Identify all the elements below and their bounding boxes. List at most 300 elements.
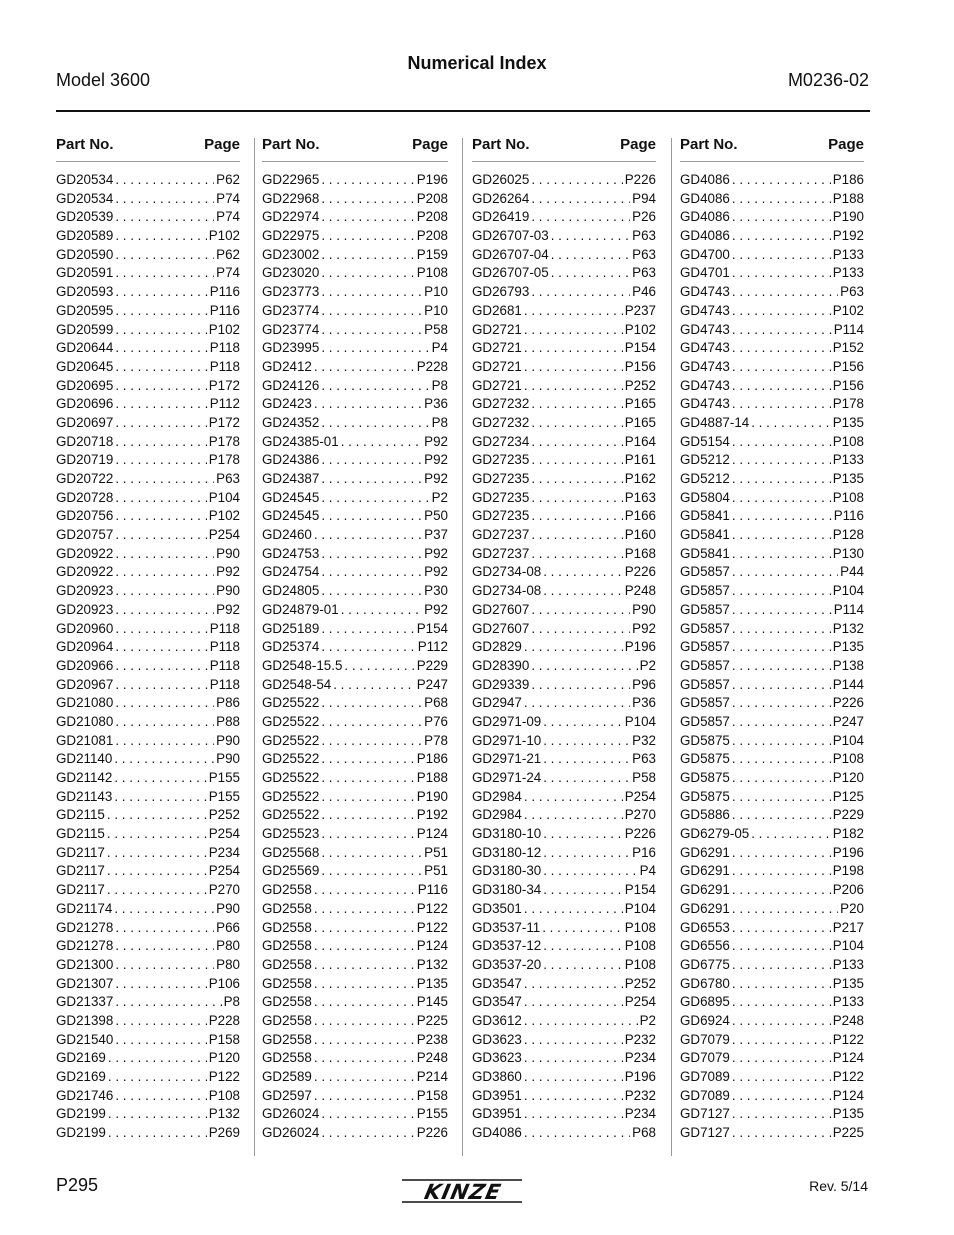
page-reference: P90 <box>216 583 240 599</box>
part-number: GD6924 <box>680 1012 730 1028</box>
dot-leader <box>531 191 630 206</box>
dot-leader <box>732 658 831 673</box>
dot-leader <box>732 508 832 523</box>
index-entry <box>680 546 864 565</box>
dot-leader <box>524 789 623 804</box>
dot-leader <box>531 527 622 542</box>
index-entry <box>262 639 448 658</box>
index-entry <box>262 340 448 359</box>
page-reference: P248 <box>624 583 656 599</box>
dot-leader <box>115 658 207 673</box>
index-entry <box>262 938 448 957</box>
part-number: GD27237 <box>472 527 530 543</box>
dot-leader <box>732 452 831 467</box>
part-number: GD2971-10 <box>472 732 542 748</box>
page-reference: P108 <box>624 956 656 972</box>
page-reference: P92 <box>216 601 240 617</box>
page-reference: P172 <box>208 414 240 430</box>
index-entry <box>262 957 448 976</box>
index-entry <box>56 1125 240 1144</box>
page-reference: P78 <box>424 732 448 748</box>
index-entry <box>680 452 864 471</box>
header-rule <box>56 110 870 112</box>
dot-leader <box>531 434 622 449</box>
dot-leader <box>321 265 414 280</box>
part-number: GD3623 <box>472 1031 522 1047</box>
index-entry <box>680 789 864 808</box>
index-entry <box>472 863 656 882</box>
page-reference: P135 <box>832 414 864 430</box>
page-reference: P229 <box>416 657 448 673</box>
page-reference: P238 <box>416 1031 448 1047</box>
part-number: GD2721 <box>472 340 522 356</box>
page-reference: P92 <box>424 471 448 486</box>
part-number: GD6775 <box>680 956 730 972</box>
part-number: GD20696 <box>56 396 114 412</box>
dot-leader <box>732 247 831 262</box>
dot-leader <box>732 751 831 766</box>
dot-leader <box>732 434 831 449</box>
part-number: GD2115 <box>56 807 105 823</box>
index-entry <box>680 1050 864 1069</box>
dot-leader <box>524 807 623 822</box>
page-reference: P237 <box>624 302 656 318</box>
index-entry <box>56 639 240 658</box>
index-entry <box>262 751 448 770</box>
index-entry <box>472 621 656 640</box>
page-reference: P208 <box>416 190 448 206</box>
part-number: GD2548-54 <box>262 676 332 692</box>
index-entry <box>262 1069 448 1088</box>
index-entry <box>262 378 448 397</box>
part-number: GD26707-03 <box>472 228 549 244</box>
dot-leader <box>115 340 207 355</box>
index-entry <box>56 1032 240 1051</box>
page-reference: P104 <box>208 489 240 505</box>
index-entry <box>472 359 656 378</box>
page-reference: P102 <box>208 228 240 244</box>
part-number: GD24352 <box>262 414 320 430</box>
part-number: GD2558 <box>262 1031 312 1047</box>
part-number: GD5875 <box>680 732 730 748</box>
index-entry <box>680 322 864 341</box>
index-entry <box>472 1088 656 1107</box>
index-entry <box>262 527 448 546</box>
page-reference: P74 <box>216 265 240 281</box>
page-reference: P118 <box>209 620 240 636</box>
index-entry <box>56 490 240 509</box>
page-reference: P186 <box>832 172 864 187</box>
page-reference: P124 <box>416 826 448 842</box>
dot-leader <box>314 938 415 953</box>
part-number: GD20966 <box>56 657 114 673</box>
index-column-4 <box>680 136 864 1144</box>
dot-leader <box>531 471 622 486</box>
page-reference: P116 <box>417 882 448 898</box>
dot-leader <box>732 920 831 935</box>
page-reference: P155 <box>208 770 240 785</box>
page-reference: P152 <box>832 340 864 356</box>
index-entry <box>472 938 656 957</box>
page-reference: P108 <box>832 433 864 449</box>
dot-leader <box>321 247 414 262</box>
page-reference: P122 <box>416 900 448 916</box>
page-reference: P161 <box>624 452 656 468</box>
dot-leader <box>114 901 214 916</box>
index-entry <box>680 770 864 789</box>
index-entry <box>262 546 448 565</box>
index-entry <box>680 714 864 733</box>
index-entry <box>680 920 864 939</box>
dot-leader <box>321 770 414 785</box>
page-reference: P108 <box>832 751 864 767</box>
index-entry <box>262 714 448 733</box>
page-reference: P118 <box>209 340 240 356</box>
part-number: GD21080 <box>56 695 114 711</box>
page-reference: P58 <box>632 770 656 785</box>
dot-leader <box>314 1069 415 1084</box>
page-reference: P74 <box>216 209 240 225</box>
part-number: GD21337 <box>56 994 114 1010</box>
index-entry <box>472 994 656 1013</box>
dot-leader <box>751 415 830 430</box>
dot-leader <box>314 920 415 935</box>
dot-leader <box>551 228 630 243</box>
part-number: GD4743 <box>680 377 730 393</box>
index-entry <box>56 228 240 247</box>
index-entry <box>262 1106 448 1125</box>
dot-leader <box>321 452 422 467</box>
part-number: GD27235 <box>472 452 530 468</box>
index-entry <box>262 677 448 696</box>
index-entry <box>680 396 864 415</box>
index-entry <box>472 677 656 696</box>
page-reference: P248 <box>416 1050 448 1066</box>
page-reference: P154 <box>416 620 448 636</box>
index-entry <box>56 695 240 714</box>
dot-leader <box>732 789 831 804</box>
index-entry <box>680 1069 864 1088</box>
column-header <box>472 136 656 162</box>
index-entry <box>56 1050 240 1069</box>
page-reference: P116 <box>209 302 240 318</box>
part-number: GD26024 <box>262 1125 320 1141</box>
page-reference: P76 <box>424 713 448 729</box>
column-header <box>56 136 240 162</box>
dot-leader <box>732 583 831 598</box>
index-entry <box>56 508 240 527</box>
part-no-header: Part No. <box>262 136 320 153</box>
dot-leader <box>314 976 415 991</box>
index-entry <box>56 677 240 696</box>
index-entry <box>472 508 656 527</box>
index-entry <box>472 957 656 976</box>
page-reference: P44 <box>840 564 864 580</box>
part-number: GD20595 <box>56 302 114 318</box>
page-reference: P188 <box>832 190 864 206</box>
index-entry <box>262 1050 448 1069</box>
page-reference: P20 <box>840 900 864 916</box>
index-entry <box>56 1013 240 1032</box>
part-number: GD25522 <box>262 695 320 711</box>
index-entry <box>56 976 240 995</box>
part-number: GD5875 <box>680 788 730 804</box>
dot-leader <box>115 228 206 243</box>
page-reference: P188 <box>416 770 448 785</box>
index-entry <box>472 172 656 191</box>
page-reference: P51 <box>424 863 448 879</box>
page-reference: P108 <box>208 1087 240 1103</box>
page-reference: P226 <box>832 695 864 711</box>
part-number: GD3180-10 <box>472 826 542 842</box>
part-number: GD26793 <box>472 284 530 300</box>
page-reference: P92 <box>424 601 448 617</box>
page-reference: P208 <box>416 228 448 244</box>
dot-leader <box>524 695 630 710</box>
index-entry <box>262 1013 448 1032</box>
page-reference: P26 <box>632 209 656 225</box>
index-entry <box>472 639 656 658</box>
part-number: GD3180-34 <box>472 882 542 898</box>
dot-leader <box>524 901 623 916</box>
index-entry <box>472 322 656 341</box>
part-number: GD20923 <box>56 601 114 617</box>
index-entry <box>56 1106 240 1125</box>
index-entry <box>680 359 864 378</box>
part-number: GD2117 <box>56 882 105 898</box>
kinze-logo <box>400 1173 524 1207</box>
part-number: GD27235 <box>472 508 530 524</box>
index-entry <box>56 789 240 808</box>
page-reference: P8 <box>431 414 448 430</box>
dot-leader <box>314 1050 415 1065</box>
index-entry <box>56 826 240 845</box>
part-number: GD22975 <box>262 228 320 244</box>
part-number: GD22974 <box>262 209 320 225</box>
page-reference: P130 <box>832 545 864 561</box>
dot-leader <box>732 602 832 617</box>
part-number: GD5857 <box>680 657 730 673</box>
index-entry <box>680 340 864 359</box>
part-number: GD25522 <box>262 713 320 729</box>
dot-leader <box>108 1125 207 1140</box>
page-reference: P90 <box>216 751 240 767</box>
dot-leader <box>108 1050 207 1065</box>
page-reference: P178 <box>208 433 240 449</box>
index-entry <box>680 490 864 509</box>
dot-leader <box>524 378 623 393</box>
dot-leader <box>524 994 623 1009</box>
index-entry <box>680 209 864 228</box>
part-number: GD5875 <box>680 770 730 785</box>
part-number: GD27235 <box>472 471 530 486</box>
part-number: GD20756 <box>56 508 114 524</box>
part-number: GD3547 <box>472 975 522 991</box>
index-entry <box>56 564 240 583</box>
index-rows <box>472 172 656 1144</box>
page-reference: P270 <box>624 807 656 823</box>
part-number: GD5857 <box>680 601 730 617</box>
dot-leader <box>732 957 831 972</box>
part-number: GD3180-12 <box>472 844 542 860</box>
dot-leader <box>115 695 214 710</box>
page-reference: P102 <box>208 508 240 524</box>
page-reference: P226 <box>624 826 656 842</box>
page-reference: P63 <box>632 246 656 262</box>
page-reference: P92 <box>424 433 448 449</box>
dot-leader <box>314 396 422 411</box>
part-number: GD27235 <box>472 489 530 505</box>
part-number: GD26264 <box>472 190 530 206</box>
index-entry <box>262 1088 448 1107</box>
part-number: GD24545 <box>262 508 320 524</box>
dot-leader <box>732 695 831 710</box>
page-reference: P192 <box>832 228 864 244</box>
part-number: GD4701 <box>680 265 730 281</box>
index-entry <box>472 1106 656 1125</box>
part-number: GD20697 <box>56 414 114 430</box>
dot-leader <box>543 770 630 785</box>
page-reference: P51 <box>424 844 448 860</box>
part-number: GD4086 <box>680 172 730 187</box>
part-number: GD20695 <box>56 377 114 393</box>
page-reference: P234 <box>208 844 240 860</box>
page-reference: P4 <box>431 340 448 356</box>
dot-leader <box>115 527 206 542</box>
dot-leader <box>524 1088 623 1103</box>
part-number: GD4086 <box>680 209 730 225</box>
index-entry <box>262 490 448 509</box>
page-reference: P132 <box>416 956 448 972</box>
part-number: GD5857 <box>680 695 730 711</box>
part-number: GD3860 <box>472 1069 522 1084</box>
column-divider <box>254 138 255 1156</box>
page-reference: P122 <box>416 919 448 935</box>
index-entry <box>680 471 864 490</box>
dot-leader <box>732 359 831 374</box>
part-number: GD25522 <box>262 807 320 823</box>
page-reference: P96 <box>632 676 656 692</box>
index-entry <box>56 527 240 546</box>
dot-leader <box>321 583 422 598</box>
index-column-2 <box>262 136 448 1144</box>
page-reference: P36 <box>424 396 448 412</box>
dot-leader <box>732 901 838 916</box>
page-reference: P165 <box>624 396 656 412</box>
part-number: GD5857 <box>680 713 730 729</box>
page-reference: P225 <box>416 1012 448 1028</box>
page-reference: P16 <box>632 844 656 860</box>
part-number: GD27232 <box>472 396 530 412</box>
part-number: GD20534 <box>56 190 114 206</box>
index-entry <box>472 1032 656 1051</box>
page-reference: P62 <box>216 172 240 187</box>
index-entry <box>56 882 240 901</box>
part-number: GD2984 <box>472 788 522 804</box>
page-reference: P124 <box>832 1087 864 1103</box>
part-number: GD25569 <box>262 863 320 879</box>
dot-leader <box>321 340 429 355</box>
dot-leader <box>107 826 207 841</box>
page-reference: P154 <box>624 882 656 898</box>
index-entry <box>680 564 864 583</box>
index-entry <box>262 695 448 714</box>
page-reference: P133 <box>832 452 864 468</box>
dot-leader <box>321 863 422 878</box>
index-entry <box>56 770 240 789</box>
part-number: GD6780 <box>680 975 730 991</box>
part-number: GD21143 <box>56 788 113 804</box>
index-entry <box>680 845 864 864</box>
page-reference: P63 <box>632 265 656 281</box>
index-entry <box>680 639 864 658</box>
page-reference: P114 <box>833 601 864 617</box>
index-entry <box>680 1032 864 1051</box>
page-reference: P228 <box>208 1012 240 1028</box>
page-reference: P63 <box>216 471 240 486</box>
page-reference: P112 <box>209 396 240 412</box>
dot-leader <box>108 1106 207 1121</box>
dot-leader <box>115 508 206 523</box>
part-number: GD21300 <box>56 956 114 972</box>
index-entry <box>262 172 448 191</box>
dot-leader <box>732 546 831 561</box>
page-reference: P118 <box>209 657 240 673</box>
dot-leader <box>321 415 429 430</box>
index-entry <box>472 882 656 901</box>
index-entry <box>472 564 656 583</box>
index-entry <box>680 1013 864 1032</box>
page-reference: P135 <box>832 975 864 991</box>
dot-leader <box>321 695 422 710</box>
dot-leader <box>115 378 206 393</box>
index-entry <box>680 415 864 434</box>
page-reference: P104 <box>624 713 656 729</box>
index-entry <box>262 602 448 621</box>
dot-leader <box>314 957 415 972</box>
part-number: GD2971-24 <box>472 770 542 785</box>
dot-leader <box>115 209 214 224</box>
index-entry <box>472 845 656 864</box>
page-reference: P108 <box>832 489 864 505</box>
page-reference: P133 <box>832 246 864 262</box>
page-reference: P106 <box>208 975 240 991</box>
index-entry <box>56 957 240 976</box>
dot-leader <box>732 284 838 299</box>
dot-leader <box>115 471 214 486</box>
part-number: GD2199 <box>56 1125 106 1141</box>
dot-leader <box>115 303 207 318</box>
dot-leader <box>543 564 622 579</box>
dot-leader <box>115 714 214 729</box>
index-entry <box>680 583 864 602</box>
index-entry <box>472 658 656 677</box>
part-number: GD21174 <box>56 900 113 916</box>
index-entry <box>262 322 448 341</box>
index-entry <box>472 1069 656 1088</box>
part-number: GD25522 <box>262 788 320 804</box>
index-entry <box>262 396 448 415</box>
part-number: GD5154 <box>680 433 730 449</box>
index-entry <box>680 677 864 696</box>
dot-leader <box>115 602 214 617</box>
dot-leader <box>115 938 214 953</box>
dot-leader <box>115 191 214 206</box>
page-reference: P158 <box>208 1031 240 1047</box>
part-number: GD23002 <box>262 246 320 262</box>
dot-leader <box>321 714 422 729</box>
page-reference: P133 <box>832 265 864 281</box>
